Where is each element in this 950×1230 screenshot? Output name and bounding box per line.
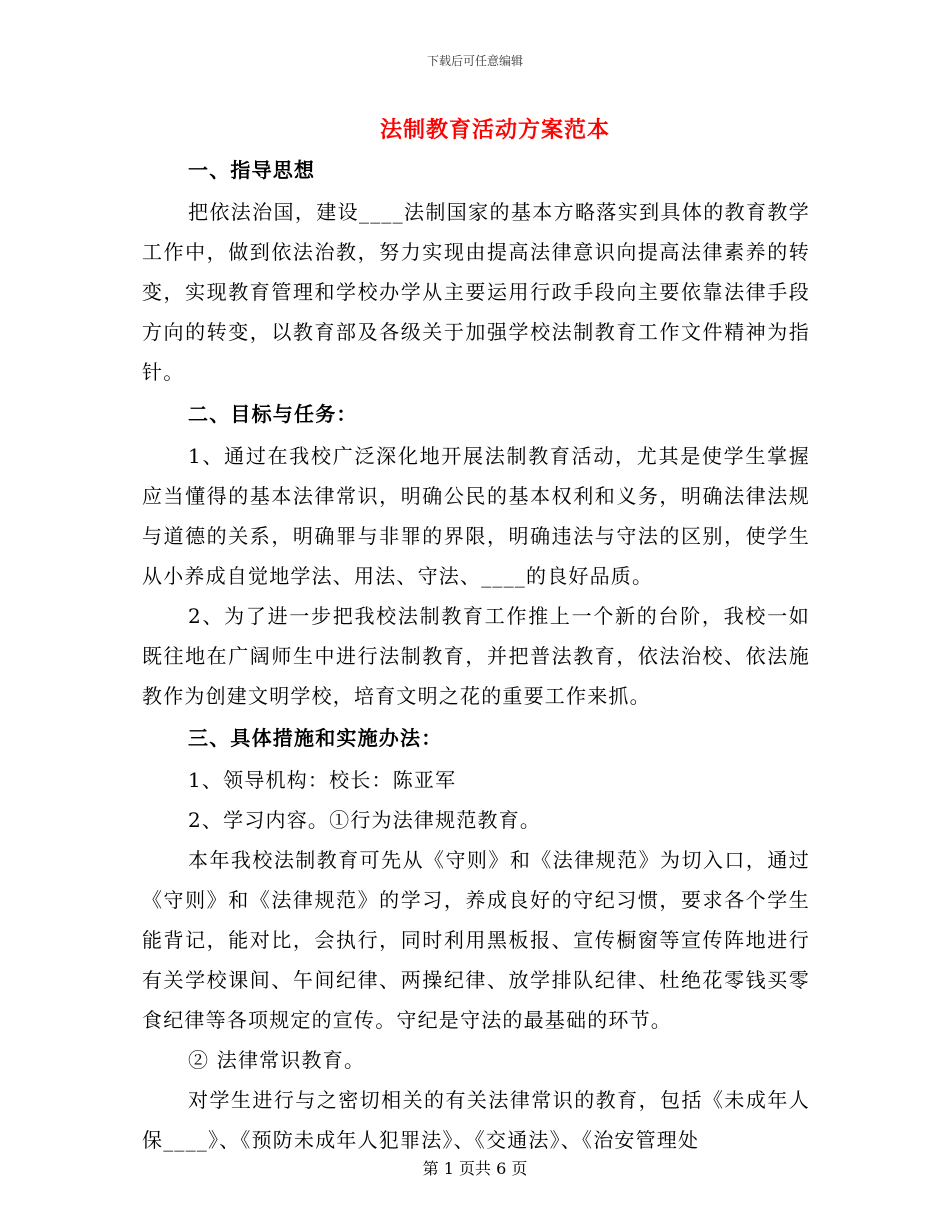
paragraph: 对学生进行与之密切相关的有关法律常识的教育，包括《未成年人保____》、《预防未成年人犯罪法》、《交通法》、《治安管理处 bbox=[142, 1088, 810, 1152]
section-heading-goals-tasks: 二、目标与任务： bbox=[188, 402, 358, 426]
paragraph: 2、为了进一步把我校法制教育工作推上一个新的台阶，我校一如既往地在广阔师生中进行法制教育，并把普法教育，依法治校、依法施教作为创建文明学校，培育文明之花的重要工作来抓。 bbox=[142, 604, 810, 708]
header-note: 下载后可任意编辑 bbox=[426, 54, 523, 68]
paragraph: 1、领导机构：校长：陈亚军 bbox=[188, 768, 457, 792]
paragraph: ② 法律常识教育。 bbox=[188, 1048, 366, 1072]
paragraph: 把依法治国，建设____法制国家的基本方略落实到具体的教育教学工作中，做到依法治教，努力实现由提高法律意识向提高法律素养的转变，实现教育管理和学校办学从主要运用行政手段向主要依靠法律手段方向的转变，以教育部及各级关于加强学校法制教育工作文件精神为指针。 bbox=[142, 200, 810, 384]
section-heading-measures: 三、具体措施和实施办法： bbox=[188, 726, 443, 750]
paragraph: 本年我校法制教育可先从《守则》和《法律规范》为切入口，通过《守则》和《法律规范》的学习，养成良好的守纪习惯，要求各个学生能背记，能对比，会执行，同时利用黑板报、宣传橱窗等宣传阵地进行有关学校课间、午间纪律、两操纪律、放学排队纪律、杜绝花零钱买零食纪律等各项规定的宣传。守纪是守法的最基础的环节。 bbox=[142, 848, 810, 1032]
paragraph: 2、学习内容。①行为法律规范教育。 bbox=[188, 808, 542, 832]
document-body bbox=[142, 148, 810, 1160]
document-title: 法制教育活动方案范本 bbox=[379, 118, 610, 143]
page-number-footer: 第 1 页共 6 页 bbox=[422, 1159, 528, 1178]
paragraph: 1、通过在我校广泛深化地开展法制教育活动，尤其是使学生掌握应当懂得的基本法律常识，明确公民的基本权利和义务，明确法律法规与道德的关系，明确罪与非罪的界限，明确违法与守法的区别，使学生从小养成自觉地学法、用法、守法、____的良好品质。 bbox=[142, 444, 810, 588]
section-heading-guiding-ideology: 一、指导思想 bbox=[188, 158, 316, 182]
